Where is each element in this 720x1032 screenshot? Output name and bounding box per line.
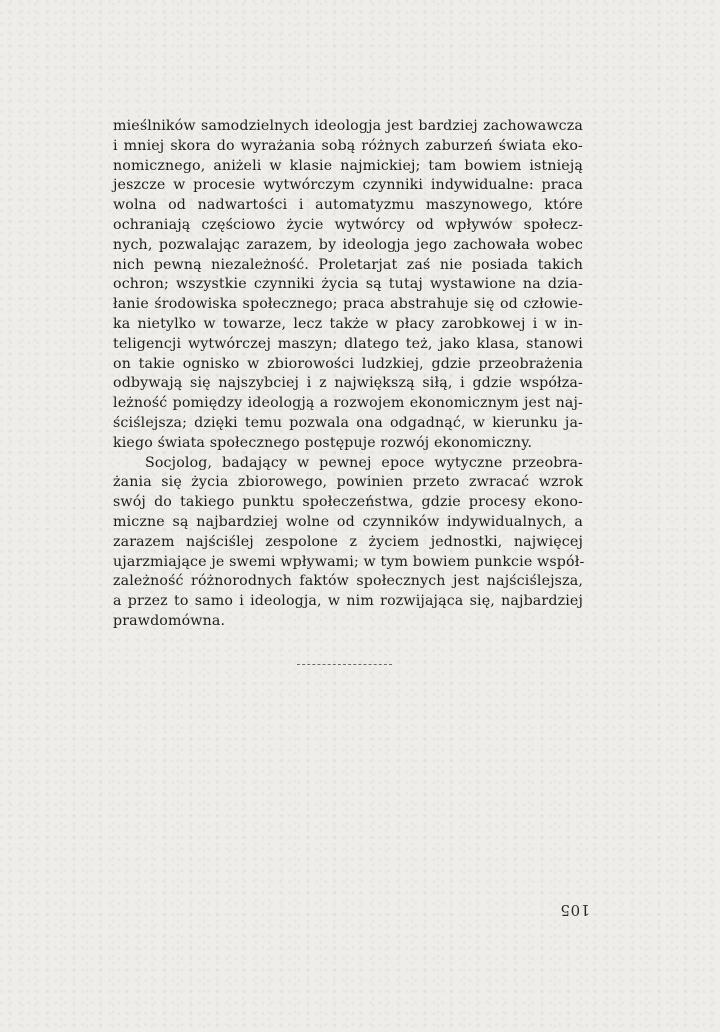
text-line: odbywają się najszybciej i z największą siłą, i gdzie współza- [113, 375, 583, 392]
text-line: żania się życia zbiorowego, powinien przeto zwracać wzrok [113, 474, 583, 491]
text-line: kiego świata społecznego postępuje rozwój ekonomiczny. [113, 434, 533, 451]
text-line: a przez to samo i ideologja, w nim rozwijająca się, najbardziej [113, 593, 583, 610]
text-line: nomicznego, aniżeli w klasie najmickiej; tam bowiem istnieją [113, 157, 583, 174]
text-line: ochron; wszystkie czynniki życia są tutaj wystawione na dzia- [113, 276, 583, 293]
page-number: 105 [560, 901, 591, 919]
text-line: ochraniają częściowo życie wytwórcy od wpływów społecz- [113, 216, 583, 233]
text-line: nych, pozwalając zarazem, by ideologja jego zachowała wobec [113, 236, 583, 253]
text-line: i mniej skora do wyrażania sobą różnych zaburzeń świata eko- [113, 137, 583, 154]
body-text [113, 117, 583, 632]
section-divider [297, 664, 392, 665]
text-line: ka nietylko w towarze, lecz także w płacy zarobkowej i w in- [113, 315, 583, 332]
text-line: miczne są najbardziej wolne od czynników indywidualnych, a [113, 513, 583, 530]
text-line: jeszcze w procesie wytwórczym czynniki indywidualne: praca [113, 177, 583, 194]
text-line: on takie ognisko w zbiorowości ludzkiej, gdzie przeobrażenia [113, 355, 583, 372]
text-line: leżność pomiędzy ideologją a rozwojem ekonomicznym jest naj- [113, 395, 583, 412]
text-line: zarazem najściślej zespolone z życiem jednostki, najwięcej [113, 533, 583, 550]
text-line: nich pewną niezależność. Proletarjat zaś nie posiada takich [113, 256, 583, 273]
text-line: ujarzmiające je swemi wpływami; w tym bowiem punkcie współ- [113, 553, 585, 570]
text-line: teligencji wytwórczej maszyn; dlatego też, jako klasa, stanowi [113, 335, 583, 352]
text-line: swój do takiego punktu społeczeństwa, gdzie procesy ekono- [113, 494, 583, 511]
text-line: ściślejsza; dzięki temu pozwala ona odgadnąć, w kierunku ja- [113, 414, 583, 431]
paragraph-start-line: Socjolog, badający w pewnej epoce wytyczne przeobra- [145, 454, 583, 471]
text-line: łanie środowiska społecznego; praca abstrahuje się od człowie- [113, 296, 583, 313]
text-line: zależność różnorodnych faktów społecznych jest najściślejsza, [113, 573, 583, 590]
text-line: mieślników samodzielnych ideologja jest bardziej zachowawcza [113, 118, 583, 134]
text-line: wolna od nadwartości i automatyzmu maszynowego, które [113, 197, 583, 214]
text-line: prawdomówna. [113, 612, 226, 629]
